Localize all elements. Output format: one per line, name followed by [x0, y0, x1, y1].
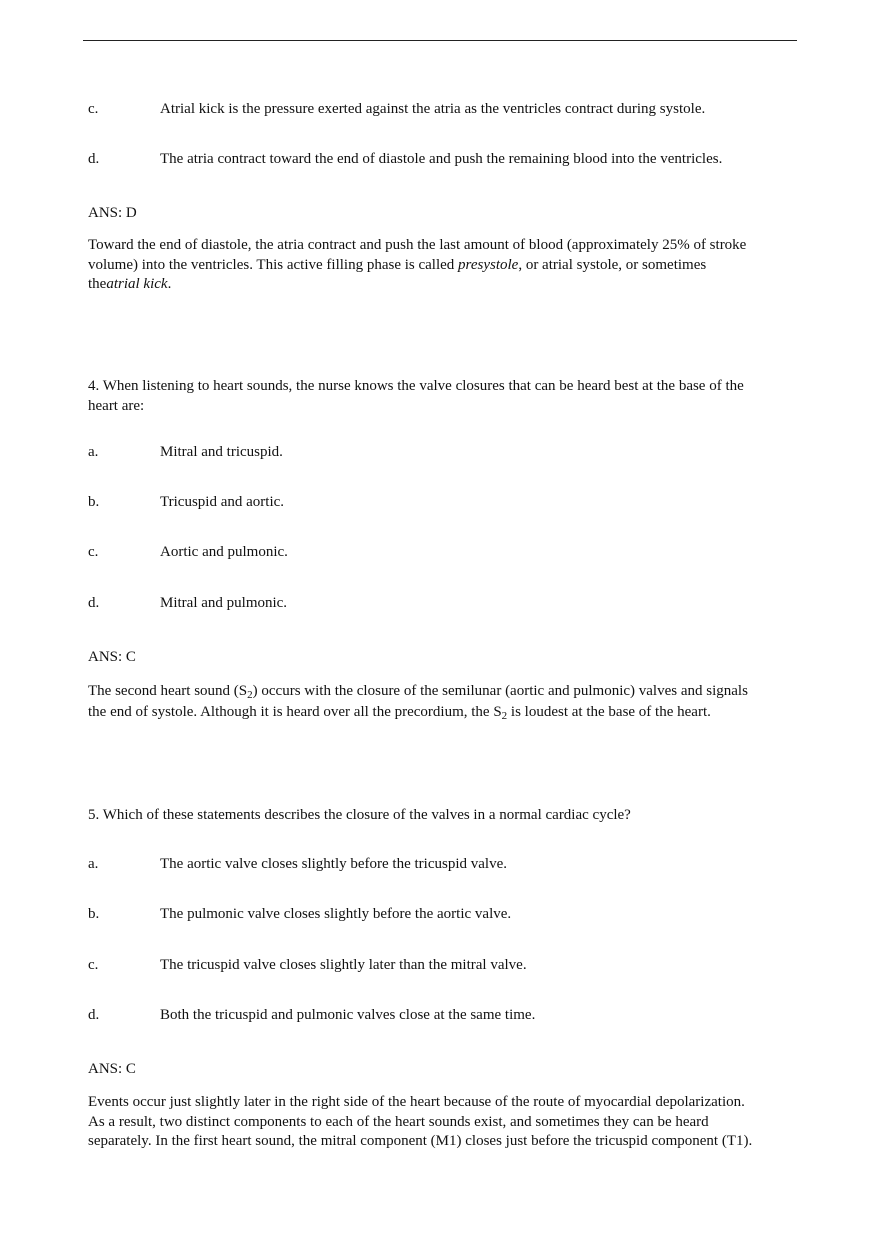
option-text: Tricuspid and aortic. [160, 494, 285, 510]
option-text: The pulmonic valve closes slightly before the aortic valve. [160, 906, 512, 922]
rationale-line: the end of systole. Although it is heard over all the precordium, the $S_2$ is loudest at the base of the heart. [88, 704, 711, 722]
option-letter: a. [88, 856, 99, 872]
option-text: The tricuspid valve closes slightly later than the mitral valve. [160, 957, 527, 973]
rationale-line: As a result, two distinct components to each of the heart sounds exist, and sometimes they can be heard [88, 1113, 709, 1130]
option-text: The atria contract toward the end of diastole and push the remaining blood into the ventricles. [160, 151, 723, 167]
header-rule [83, 40, 797, 41]
q4-answer: ANS: C [88, 649, 136, 665]
emphasis-term: atrial kick [106, 276, 168, 292]
q3-rationale [88, 236, 800, 295]
emphasis-term: presystole [458, 256, 519, 273]
option-letter: b. [88, 906, 100, 922]
option-text: Atrial kick is the pressure exerted against the atria as the ventricles contract during systole. [160, 101, 706, 117]
option-letter: c. [88, 544, 99, 560]
rationale-line: theatrial kick. [88, 276, 172, 292]
subscript: 2 [501, 710, 508, 722]
option-text: Mitral and tricuspid. [160, 444, 283, 460]
rationale-line: Toward the end of diastole, the atria contract and push the last amount of blood (approximately 25% of stroke [88, 237, 747, 253]
option-letter: d. [88, 151, 100, 167]
option-letter: b. [88, 494, 100, 510]
option-letter: d. [88, 595, 100, 611]
option-text: Both the tricuspid and pulmonic valves close at the same time. [160, 1007, 536, 1023]
stem-line: 4. When listening to heart sounds, the nurse knows the valve closures that can be heard best at the base of the [88, 378, 744, 394]
option-letter: c. [88, 101, 99, 117]
q5-stem: 5. Which of these statements describes the closure of the valves in a normal cardiac cycle? [88, 807, 631, 823]
q3-answer: ANS: D [88, 205, 137, 221]
q4-rationale [88, 681, 800, 723]
rationale-line: separately. In the first heart sound, the mitral component (M1) closes just before the tricuspid component (T1). [88, 1133, 753, 1149]
stem-line: heart are: [88, 397, 145, 414]
rationale-line: volume) into the ventricles. This active filling phase is called presystole, or atrial systole, or sometimes [88, 256, 707, 273]
option-text: Aortic and pulmonic. [160, 544, 288, 560]
option-letter: d. [88, 1007, 100, 1023]
option-letter: a. [88, 444, 99, 460]
option-letter: c. [88, 957, 99, 973]
q5-rationale [88, 1093, 800, 1152]
option-text: The aortic valve closes slightly before the tricuspid valve. [160, 856, 507, 872]
rationale-line: Events occur just slightly later in the right side of the heart because of the route of myocardial depolarization. [88, 1094, 745, 1110]
subscript: 2 [247, 689, 253, 701]
rationale-line: The second heart sound $(S_2)$ occurs with the closure of the semilunar (aortic and pulmonic) valves and signals [88, 683, 748, 701]
option-text: Mitral and pulmonic. [160, 595, 288, 611]
q4-stem [88, 377, 800, 416]
q5-answer: ANS: C [88, 1061, 136, 1077]
